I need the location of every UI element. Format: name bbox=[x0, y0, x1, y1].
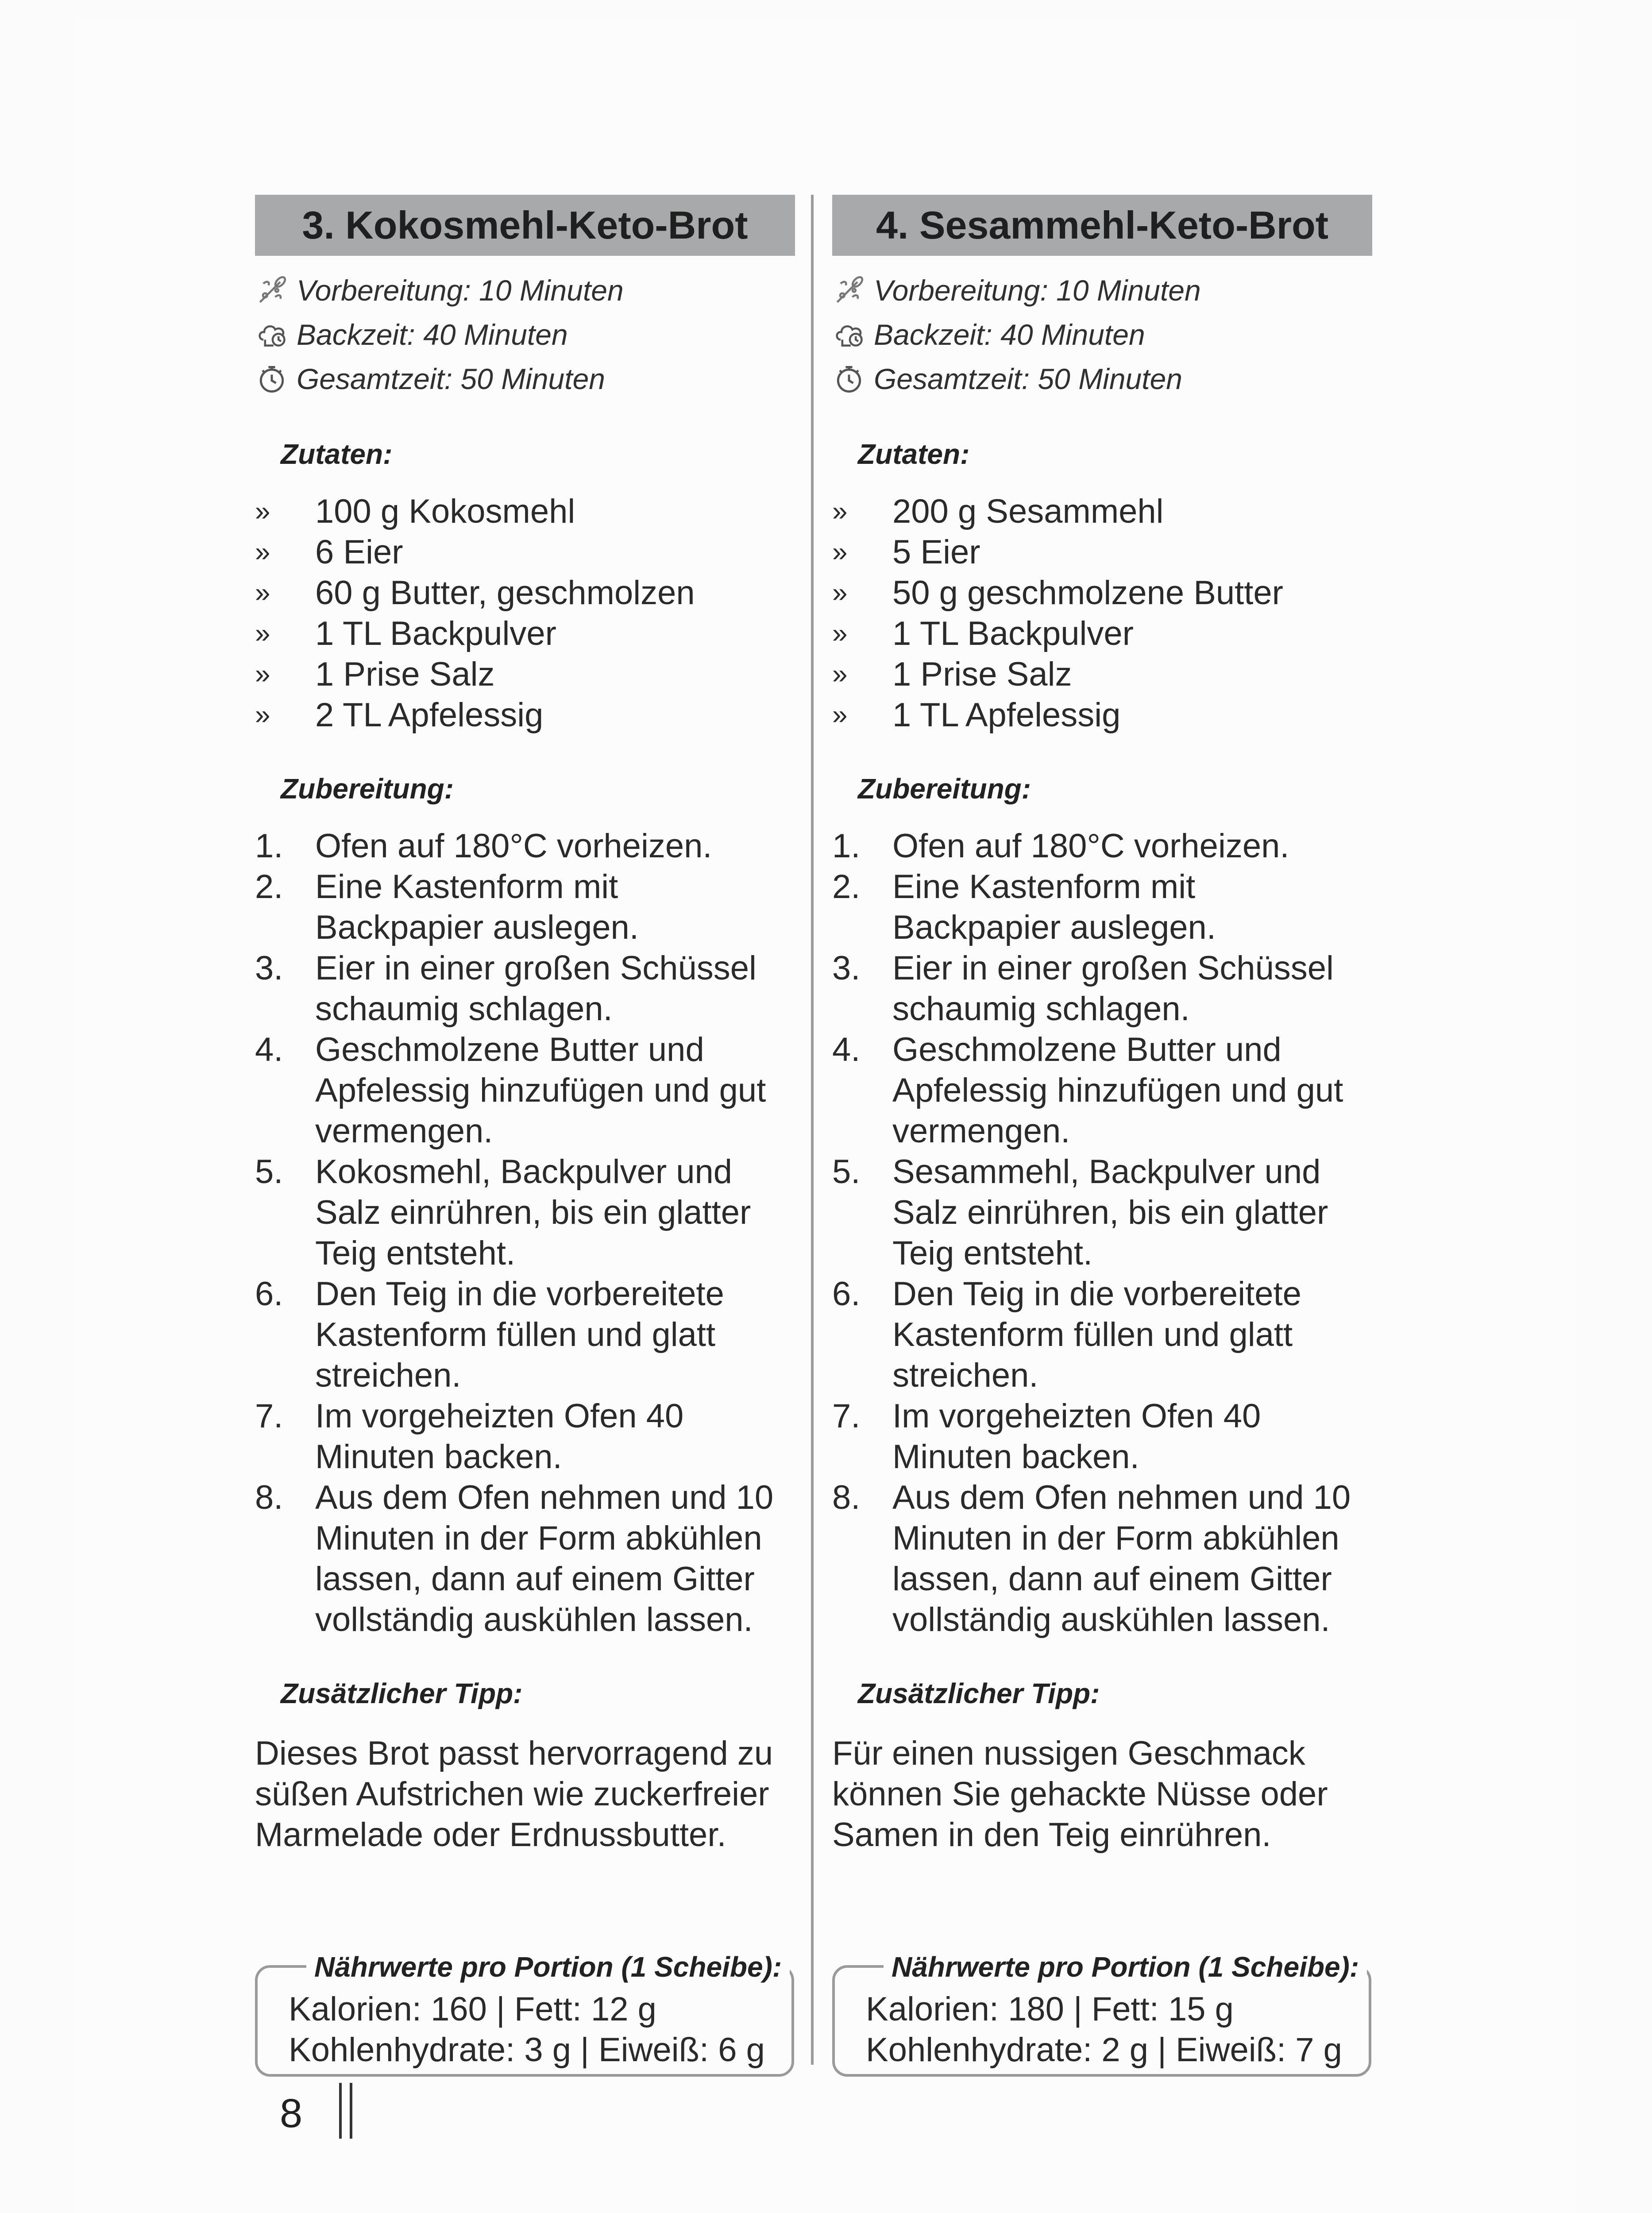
chef-hat-clock-icon bbox=[255, 318, 289, 351]
bake-time-text: Backzeit: 40 Minuten bbox=[874, 318, 1145, 351]
step-number: 3. bbox=[255, 949, 283, 987]
recipe-title: 3. Kokosmehl-Keto-Brot bbox=[255, 195, 795, 256]
total-time bbox=[832, 357, 1372, 401]
step-text: Den Teig in die vorbereitete Kastenform füllen und glatt streichen. bbox=[315, 1275, 724, 1394]
step-text: Aus dem Ofen nehmen und 10 Minuten in der Form abkühlen lassen, dann auf einem Gitter vollständig auskühlen lassen. bbox=[315, 1479, 774, 1639]
nutrition-line-1: Kalorien: 160 | Fett: 12 g bbox=[289, 1990, 656, 2028]
ingredient-text: 50 g geschmolzene Butter bbox=[892, 574, 1283, 612]
step-text: Eine Kastenform mit Backpapier auslegen. bbox=[315, 868, 639, 946]
bullet: » bbox=[832, 618, 848, 649]
bullet: » bbox=[832, 496, 848, 527]
list-item bbox=[255, 613, 795, 654]
ingredient-text: 1 TL Apfelessig bbox=[892, 696, 1121, 734]
list-item bbox=[255, 573, 795, 613]
nutrition-line-2: Kohlenhydrate: 2 g | Eiweiß: 7 g bbox=[866, 2031, 1342, 2069]
step-text: Im vorgeheizten Ofen 40 Minuten backen. bbox=[315, 1397, 684, 1476]
list-item bbox=[255, 532, 795, 573]
tip-text: Für einen nussigen Geschmack können Sie gehackte Nüsse oder Samen in den Teig einrühren. bbox=[832, 1735, 1328, 1854]
step-number: 6. bbox=[832, 1275, 861, 1313]
step-list bbox=[832, 826, 1372, 1640]
step-number: 1. bbox=[832, 827, 861, 865]
step-number: 3. bbox=[832, 949, 861, 987]
recipe-meta bbox=[832, 268, 1372, 401]
nutrition-line-1: Kalorien: 180 | Fett: 15 g bbox=[866, 1990, 1234, 2028]
ingredient-text: 1 TL Backpulver bbox=[892, 615, 1134, 652]
step-number: 5. bbox=[255, 1153, 283, 1191]
ingredient-text: 6 Eier bbox=[315, 533, 403, 571]
ingredient-text: 5 Eier bbox=[892, 533, 980, 571]
list-item bbox=[832, 573, 1372, 613]
list-item bbox=[255, 1396, 795, 1477]
steps-label: Zubereitung: bbox=[255, 767, 485, 811]
ingredient-list bbox=[255, 491, 795, 736]
step-text: Ofen auf 180°C vorheizen. bbox=[892, 827, 1289, 865]
step-text: Sesammehl, Backpulver und Salz einrühren, bis ein glatter Teig entsteht. bbox=[892, 1153, 1328, 1272]
step-text: Eine Kastenform mit Backpapier auslegen. bbox=[892, 868, 1216, 946]
list-item bbox=[832, 613, 1372, 654]
page-number: 8 bbox=[280, 2091, 303, 2136]
step-number: 8. bbox=[832, 1479, 861, 1516]
list-item bbox=[255, 654, 795, 695]
step-number: 4. bbox=[832, 1031, 861, 1068]
stopwatch-icon bbox=[255, 362, 289, 396]
bullet: » bbox=[255, 578, 270, 608]
recipe-column-right bbox=[832, 195, 1372, 2069]
recipe-meta bbox=[255, 268, 795, 401]
recipe-column-left bbox=[255, 195, 795, 2069]
chef-hat-clock-icon bbox=[832, 318, 866, 351]
prep-time-text: Vorbereitung: 10 Minuten bbox=[874, 274, 1201, 307]
step-number: 8. bbox=[255, 1479, 283, 1516]
ingredient-text: 2 TL Apfelessig bbox=[315, 696, 544, 734]
step-number: 6. bbox=[255, 1275, 283, 1313]
list-item bbox=[255, 948, 795, 1029]
prep-time-text: Vorbereitung: 10 Minuten bbox=[297, 274, 624, 307]
list-item bbox=[832, 948, 1372, 1029]
ingredient-text: 100 g Kokosmehl bbox=[315, 493, 575, 530]
stopwatch-icon bbox=[832, 362, 866, 396]
ingredient-text: 1 TL Backpulver bbox=[315, 615, 556, 652]
step-list bbox=[255, 826, 795, 1640]
step-text: Eier in einer großen Schüssel schaumig schlagen. bbox=[315, 949, 757, 1028]
step-number: 7. bbox=[255, 1397, 283, 1435]
whisk-icon bbox=[255, 274, 289, 307]
prep-time bbox=[832, 268, 1372, 312]
bullet: » bbox=[832, 537, 848, 567]
list-item bbox=[832, 491, 1372, 532]
step-text: Kokosmehl, Backpulver und Salz einrühren, bis ein glatter Teig entsteht. bbox=[315, 1153, 751, 1272]
list-item bbox=[255, 1152, 795, 1274]
step-number: 1. bbox=[255, 827, 283, 865]
prep-time bbox=[255, 268, 795, 312]
list-item bbox=[832, 695, 1372, 736]
ingredients-label: Zutaten: bbox=[832, 432, 1000, 476]
bullet: » bbox=[255, 496, 270, 527]
step-text: Geschmolzene Butter und Apfelessig hinzufügen und gut vermengen. bbox=[892, 1031, 1343, 1150]
list-item bbox=[832, 1477, 1372, 1640]
list-item bbox=[832, 532, 1372, 573]
page-number-bar bbox=[339, 2083, 352, 2139]
column-divider bbox=[811, 195, 814, 2065]
list-item bbox=[255, 1477, 795, 1640]
step-text: Aus dem Ofen nehmen und 10 Minuten in der Form abkühlen lassen, dann auf einem Gitter vollständig auskühlen lassen. bbox=[892, 1479, 1351, 1639]
list-item bbox=[832, 867, 1372, 948]
step-number: 5. bbox=[832, 1153, 861, 1191]
bake-time bbox=[255, 312, 795, 357]
step-text: Ofen auf 180°C vorheizen. bbox=[315, 827, 712, 865]
nutrition-box bbox=[255, 1951, 794, 2077]
bake-time-text: Backzeit: 40 Minuten bbox=[297, 318, 568, 351]
list-item bbox=[832, 826, 1372, 867]
step-number: 7. bbox=[832, 1397, 861, 1435]
step-text: Geschmolzene Butter und Apfelessig hinzufügen und gut vermengen. bbox=[315, 1031, 766, 1150]
tip-text: Dieses Brot passt hervorragend zu süßen Aufstrichen wie zuckerfreier Marmelade oder Erdnussbutter. bbox=[255, 1735, 773, 1854]
ingredient-text: 1 Prise Salz bbox=[315, 655, 495, 693]
nutrition-title: Nährwerte pro Portion (1 Scheibe): bbox=[306, 1947, 790, 1987]
bullet: » bbox=[255, 537, 270, 567]
total-time-text: Gesamtzeit: 50 Minuten bbox=[874, 362, 1182, 395]
list-item bbox=[255, 867, 795, 948]
whisk-icon bbox=[832, 274, 866, 307]
list-item bbox=[832, 1029, 1372, 1152]
step-text: Im vorgeheizten Ofen 40 Minuten backen. bbox=[892, 1397, 1261, 1476]
nutrition-values bbox=[289, 1989, 765, 2070]
total-time bbox=[255, 357, 795, 401]
nutrition-box bbox=[832, 1951, 1371, 2077]
ingredient-text: 60 g Butter, geschmolzen bbox=[315, 574, 695, 612]
recipe-title: 4. Sesammehl-Keto-Brot bbox=[832, 195, 1372, 256]
step-text: Eier in einer großen Schüssel schaumig schlagen. bbox=[892, 949, 1334, 1028]
bake-time bbox=[832, 312, 1372, 357]
list-item bbox=[255, 1029, 795, 1152]
list-item bbox=[255, 1274, 795, 1396]
list-item bbox=[832, 654, 1372, 695]
ingredient-text: 200 g Sesammehl bbox=[892, 493, 1164, 530]
tip-label: Zusätzlicher Tipp: bbox=[832, 1671, 1131, 1716]
ingredients-label: Zutaten: bbox=[255, 432, 423, 476]
nutrition-title: Nährwerte pro Portion (1 Scheibe): bbox=[884, 1947, 1367, 1987]
nutrition-line-2: Kohlenhydrate: 3 g | Eiweiß: 6 g bbox=[289, 2031, 765, 2069]
bullet: » bbox=[832, 659, 848, 690]
nutrition-values bbox=[866, 1989, 1342, 2070]
bullet: » bbox=[832, 578, 848, 608]
bullet: » bbox=[255, 700, 270, 730]
steps-label: Zubereitung: bbox=[832, 767, 1062, 811]
ingredient-text: 1 Prise Salz bbox=[892, 655, 1072, 693]
list-item bbox=[255, 695, 795, 736]
total-time-text: Gesamtzeit: 50 Minuten bbox=[297, 362, 605, 395]
step-number: 2. bbox=[255, 868, 283, 906]
list-item bbox=[832, 1274, 1372, 1396]
list-item bbox=[832, 1396, 1372, 1477]
tip-label: Zusätzlicher Tipp: bbox=[255, 1671, 553, 1716]
list-item bbox=[255, 491, 795, 532]
ingredient-list bbox=[832, 491, 1372, 736]
bullet: » bbox=[255, 618, 270, 649]
bullet: » bbox=[832, 700, 848, 730]
bullet: » bbox=[255, 659, 270, 690]
step-number: 4. bbox=[255, 1031, 283, 1068]
step-text: Den Teig in die vorbereitete Kastenform füllen und glatt streichen. bbox=[892, 1275, 1301, 1394]
step-number: 2. bbox=[832, 868, 861, 906]
list-item bbox=[832, 1152, 1372, 1274]
list-item bbox=[255, 826, 795, 867]
